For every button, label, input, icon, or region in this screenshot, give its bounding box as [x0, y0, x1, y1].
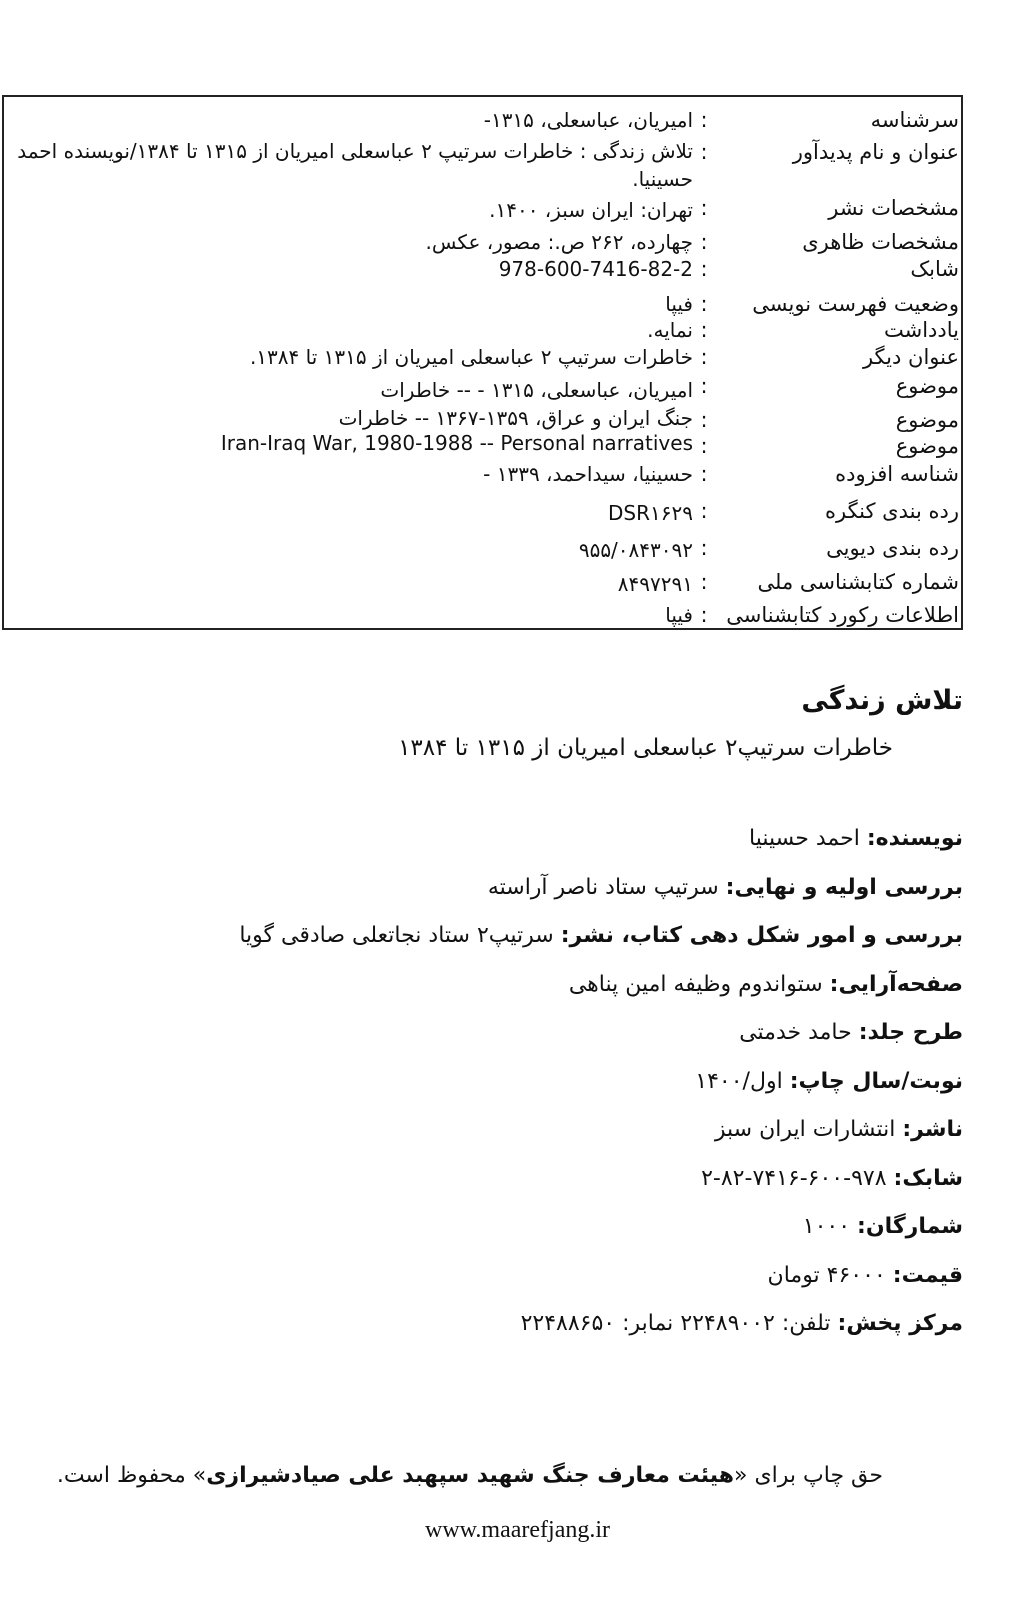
copyright-notice	[57, 1463, 883, 1488]
cip-value: فیپا	[665, 292, 693, 316]
copyright-prefix: حق چاپ برای «	[734, 1463, 883, 1488]
cip-label: رده بندی کنگره	[824, 499, 959, 523]
credit-value: ۴۶۰۰۰ تومان	[767, 1262, 893, 1288]
cip-colon: :	[700, 108, 708, 132]
cip-value: فیپا	[665, 603, 693, 627]
cip-label: مشخصات ظاهری	[802, 230, 959, 254]
credit-key: نویسنده:	[866, 826, 963, 851]
cip-colon: :	[700, 230, 708, 254]
cip-value: جنگ ایران و عراق، ۱۳۵۹-۱۳۶۷ -- خاطرات	[338, 406, 693, 430]
credit-value: اول/۱۴۰۰	[695, 1068, 790, 1094]
website-url: www.maarefjang.ir	[424, 1517, 611, 1543]
cataloging-in-publication-box	[2, 95, 963, 630]
cip-row	[4, 342, 961, 372]
credit-value: ۹۷۸-۶۰۰-۷۴۱۶-۸۲-۲	[701, 1165, 894, 1191]
credit-value: سرتیپ۲ ستاد نجاتعلی صادقی گویا	[239, 923, 561, 948]
cip-colon: :	[700, 140, 708, 164]
credit-value: انتشارات ایران سبز	[714, 1117, 903, 1142]
credit-key: ناشر:	[902, 1117, 963, 1142]
cip-colon: :	[700, 345, 708, 369]
cip-colon: :	[700, 603, 708, 627]
cip-label: اطلاعات رکورد کتابشناسی	[726, 603, 959, 627]
credit-key: بررسی و امور شکل دهی کتاب، نشر:	[560, 923, 963, 948]
cip-row	[4, 193, 961, 223]
credit-line	[63, 1255, 963, 1304]
cip-label: سرشناسه	[870, 108, 959, 132]
credit-key: مرکز پخش:	[837, 1311, 963, 1336]
cip-value: امیریان، عباسعلی، ۱۳۱۵-	[483, 108, 693, 132]
cip-value: تهران: ایران سبز، ۱۴۰۰.	[489, 198, 693, 222]
credit-key: بررسی اولیه و نهایی:	[725, 874, 963, 900]
cip-row	[4, 371, 961, 401]
cip-label: موضوع	[895, 374, 959, 398]
cip-colon: :	[700, 196, 708, 220]
cip-row	[4, 567, 961, 597]
credit-value: سرتیپ ستاد ناصر آراسته	[487, 874, 726, 900]
cip-row	[4, 254, 961, 284]
cip-row	[4, 496, 961, 526]
cip-row	[4, 533, 961, 563]
credit-key: نوبت/سال چاپ:	[789, 1068, 963, 1094]
cip-value: حسینیا، سیداحمد، ۱۳۳۹ -	[483, 462, 693, 486]
cip-colon: :	[700, 499, 708, 523]
credit-key: شابک:	[893, 1165, 963, 1191]
credit-line	[63, 818, 963, 867]
cip-value: ۹۵۵/۰۸۴۳۰۹۲	[578, 538, 693, 562]
cip-value: Iran-Iraq War, 1980-1988 -- Personal narratives	[220, 431, 693, 455]
credit-line	[63, 1158, 963, 1207]
cip-colon: :	[700, 570, 708, 594]
copyright-suffix: » محفوظ است.	[56, 1463, 207, 1488]
credit-key: صفحه‌آرایی:	[829, 971, 963, 997]
cip-colon: :	[700, 536, 708, 560]
copyright-holder: هیئت معارف جنگ شهید سپهبد علی صیادشیرازی	[206, 1463, 734, 1488]
credit-line	[63, 1206, 963, 1255]
cip-label: موضوع	[895, 434, 959, 458]
cip-colon: :	[700, 374, 708, 398]
credit-line	[63, 1012, 963, 1061]
credit-value: حامد خدمتی	[739, 1020, 859, 1045]
cip-label: یادداشت	[884, 318, 959, 342]
cip-value: تلاش زندگی : خاطرات سرتیپ ۲ عباسعلی امیریان از ۱۳۱۵ تا ۱۳۸۴/نویسنده احمد حسینیا.	[17, 139, 693, 191]
cip-row	[4, 459, 961, 489]
credit-value: ستواندوم وظیفه امین پناهی	[568, 971, 830, 997]
credit-line	[63, 964, 963, 1013]
cip-label: عنوان و نام پدیدآور	[792, 140, 959, 164]
credit-line	[63, 1061, 963, 1110]
credit-key: شمارگان:	[857, 1214, 963, 1239]
credit-value: ۱۰۰۰	[802, 1214, 858, 1239]
cip-label: شماره کتابشناسی ملی	[757, 570, 959, 594]
cip-colon: :	[700, 318, 708, 342]
cip-row	[4, 105, 961, 135]
cip-value: DSR۱۶۲۹	[608, 501, 693, 525]
cip-value: ۸۴۹۷۲۹۱	[617, 572, 693, 596]
cip-row	[4, 137, 961, 197]
credit-key: قیمت:	[892, 1262, 963, 1288]
credit-line	[63, 1109, 963, 1158]
cip-label: موضوع	[895, 408, 959, 432]
cip-row	[4, 600, 961, 630]
cip-colon: :	[700, 408, 708, 432]
cip-colon: :	[700, 292, 708, 316]
cip-label: شابک	[910, 257, 959, 281]
cip-colon: :	[700, 462, 708, 486]
cip-label: شناسه افزوده	[835, 462, 959, 486]
cip-row	[4, 431, 961, 461]
cip-label: رده بندی دیویی	[826, 536, 959, 560]
credit-line	[63, 1303, 963, 1352]
credit-key: طرح جلد:	[858, 1020, 963, 1045]
cip-value: امیریان، عباسعلی، ۱۳۱۵ - -- خاطرات	[380, 378, 693, 402]
cip-value: 978-600-7416-82-2	[498, 257, 693, 281]
cip-label: مشخصات نشر	[828, 196, 959, 220]
credit-line	[63, 867, 963, 916]
book-title: تلاش زندگی	[801, 685, 963, 716]
credit-value: احمد حسینیا	[749, 826, 867, 851]
cip-value: خاطرات سرتیپ ۲ عباسعلی امیریان از ۱۳۱۵ تا ۱۳۸۴.	[249, 345, 693, 369]
credits-list	[63, 818, 963, 1352]
credit-value: تلفن: ۲۲۴۸۹۰۰۲ نمابر: ۲۲۴۸۸۶۵۰	[520, 1311, 838, 1336]
cip-row	[4, 315, 961, 345]
cip-label: عنوان دیگر	[862, 345, 959, 369]
cip-label: وضعیت فهرست نویسی	[752, 292, 959, 316]
credit-line	[63, 915, 963, 964]
cip-value: نمایه.	[647, 318, 693, 342]
cip-row	[4, 227, 961, 257]
book-subtitle: خاطرات سرتیپ۲ عباسعلی امیریان از ۱۳۱۵ تا ۱۳۸۴	[398, 735, 893, 761]
cip-value: چهارده، ۲۶۲ ص.: مصور، عکس.	[425, 230, 693, 254]
cip-colon: :	[700, 257, 708, 281]
cip-colon: :	[700, 434, 708, 458]
